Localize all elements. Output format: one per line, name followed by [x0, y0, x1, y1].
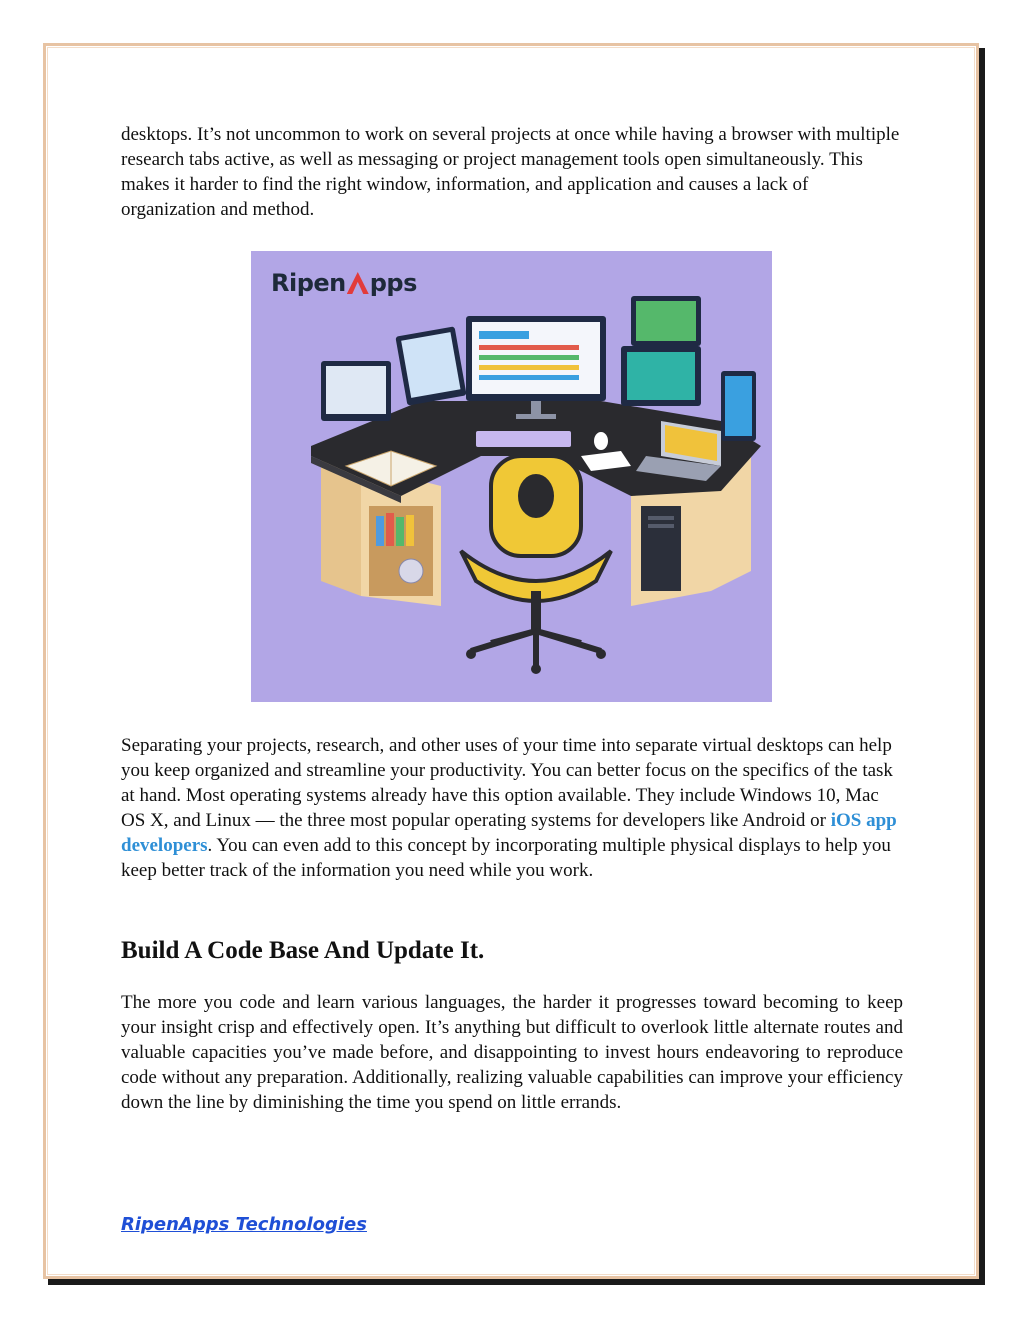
ios-app-developers-link[interactable]: iOS app developers: [121, 810, 897, 856]
disc-icon: [399, 559, 423, 583]
section-heading: Build A Code Base And Update It.: [121, 937, 485, 964]
desk-scene-graphic: [251, 251, 772, 702]
logo-a-icon: [347, 272, 369, 294]
logo-text-suffix: pps: [369, 269, 417, 297]
body-paragraph-code-base: The more you code and learn various languages, the harder it progresses toward becoming to keep your insight crisp and effectively open. It’s anything but difficult to overlook little alternate routes and valuable capacities you’ve made before, and disappointing to invest hours endeavoring to reproduce code without any preparation. Additionally, realizing valuable capabilities can improve your efficiency down the line by diminishing the time you spend on little errands.: [121, 992, 903, 1113]
logo-text-prefix: Ripen: [271, 269, 346, 297]
chair-stem: [531, 591, 541, 631]
book-icon: [406, 515, 414, 546]
body-paragraph-virtual-desktops: [121, 733, 903, 883]
body-paragraph-intro: desktops. It’s not uncommon to work on several projects at once while having a browser with multiple research tabs active, as well as messaging or project management tools open simultaneously. This makes it harder to find the right window, information, and application and causes a lack of organization and method.: [121, 124, 900, 220]
footer-company-link[interactable]: RipenApps Technologies: [121, 1214, 367, 1235]
keyboard-icon: [476, 431, 571, 447]
paragraph-2-text-after-link: . You can even add to this concept by incorporating multiple physical displays to help you keep better track of the information you need while you work.: [121, 835, 891, 881]
mouse-icon: [594, 432, 608, 450]
book-icon: [376, 516, 384, 546]
book-icon: [386, 513, 394, 546]
paragraph-2-text-before-link: Separating your projects, research, and other uses of your time into separate virtual desktops can help you keep organized and streamline your productivity. You can better focus on the specifics of the task at hand. Most operating systems already have this option available. They include Windows 10, Mac OS X, and Linux — the three most popular operating systems for developers like Android or: [121, 735, 893, 831]
workspace-illustration: [251, 251, 772, 702]
book-icon: [396, 517, 404, 546]
ripenapps-logo: [271, 269, 417, 297]
